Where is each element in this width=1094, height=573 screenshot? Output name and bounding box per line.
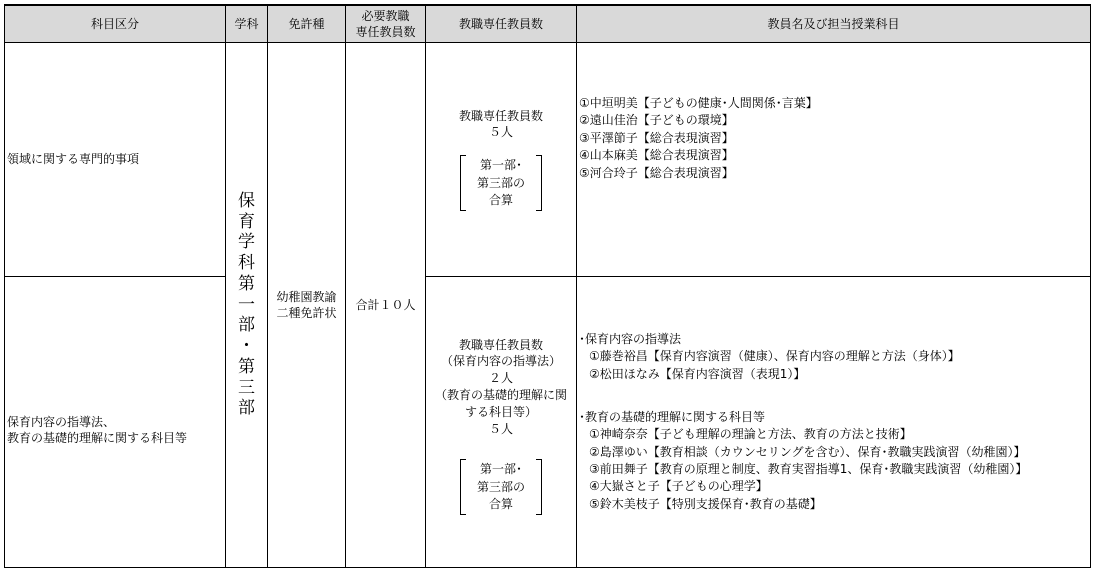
license-line1: 幼稚園教諭 — [276, 289, 337, 304]
row1-count-cell — [426, 43, 577, 277]
row2-category — [5, 277, 226, 568]
faculty-table — [4, 4, 1091, 568]
bracket-line: 第三部の — [476, 479, 525, 494]
department-vertical-text — [237, 191, 257, 419]
department-char: 学 — [238, 232, 255, 253]
row2-count-line: ５人 — [488, 421, 513, 436]
department-char: 一 — [238, 294, 255, 315]
section-title: ･保育内容の指導法 — [579, 331, 682, 346]
department-char: 三 — [238, 377, 255, 398]
department-char: ・ — [238, 336, 255, 357]
header-faculty-subjects: 教員名及び担当授業科目 — [577, 5, 1091, 43]
department-char: 第 — [238, 356, 255, 377]
department-char: 部 — [238, 398, 255, 419]
row1-category — [5, 43, 226, 277]
list-item: ②松田ほなみ【保育内容演習（表現1）】 — [589, 366, 806, 381]
row2-count-cell — [426, 277, 577, 568]
list-item: ⑤河合玲子【総合表現演習】 — [579, 165, 734, 180]
table-row — [5, 43, 1091, 277]
department-cell — [226, 43, 268, 568]
list-item: ③平澤節子【総合表現演習】 — [579, 130, 734, 145]
row2-count-line: 教職専任教員数 — [458, 337, 543, 352]
row1-staff-list — [577, 95, 1090, 182]
row1-count-label: 教職専任教員数 — [458, 108, 543, 123]
header-required-line1: 必要教職 — [361, 8, 410, 23]
department-char: 保 — [238, 190, 255, 211]
department-char: 第 — [238, 273, 255, 294]
bracket-line: 第一部･ — [479, 462, 522, 477]
row2-count-line: （教育の基礎的理解に関 — [434, 387, 567, 402]
list-item: ②島澤ゆい【教育相談（カウンセリングを含む）、保育･教職実践演習（幼稚園）】 — [589, 444, 1026, 459]
required-total-cell — [346, 43, 426, 568]
bracket-line: 合算 — [488, 497, 513, 512]
list-item: ①藤巻裕昌【保育内容演習（健康）、保育内容の理解と方法（身体）】 — [589, 349, 960, 364]
bracket-line: 合算 — [488, 192, 513, 207]
list-item: ④山本麻美【総合表現演習】 — [579, 148, 734, 163]
department-char: 部 — [238, 315, 255, 336]
row2-staff-cell — [577, 277, 1091, 568]
list-item: ①神崎奈奈【子ども理解の理論と方法、教育の方法と技術】 — [589, 427, 912, 442]
section-title: ･教育の基礎的理解に関する科目等 — [579, 409, 766, 424]
header-license-type: 免許種 — [268, 5, 346, 43]
row2-staff-list — [577, 331, 1090, 514]
license-cell — [268, 43, 346, 568]
row1-staff-cell — [577, 43, 1091, 277]
row2-bracket-note — [460, 459, 542, 515]
license-line2: 二種免許状 — [276, 306, 337, 320]
header-required-count — [346, 5, 426, 43]
list-item: ⑤鈴木美枝子【特別支援保育･教育の基礎】 — [589, 496, 822, 511]
header-required-line2: 専任教員数 — [355, 25, 416, 39]
header-fulltime-count: 教職専任教員数 — [426, 5, 577, 43]
row2-count-line: （保育内容の指導法） — [440, 354, 561, 369]
row2-category-line1: 保育内容の指導法、 — [7, 414, 116, 429]
list-item: ③前田舞子【教育の原理と制度、教育実習指導1、保育･教職実践演習（幼稚園）】 — [589, 462, 1028, 477]
department-char: 科 — [238, 253, 255, 274]
list-item: ②遠山佳治【子どもの環境】 — [579, 113, 734, 128]
bracket-line: 第三部の — [476, 175, 525, 190]
row2-count-line: ２人 — [488, 371, 513, 386]
list-item: ①中垣明美【子どもの健康･人間関係･言葉】 — [579, 96, 818, 111]
header-department: 学科 — [226, 5, 268, 43]
required-total: 合計１０人 — [355, 297, 416, 312]
row1-category-text: 領域に関する専門的事項 — [7, 152, 140, 167]
bracket-line: 第一部･ — [479, 158, 522, 173]
row2-category-line2: 教育の基礎的理解に関する科目等 — [7, 431, 188, 445]
row2-count-line: する科目等） — [464, 404, 537, 419]
header-row — [5, 5, 1091, 43]
department-char: 育 — [238, 211, 255, 232]
header-subject-category: 科目区分 — [5, 5, 226, 43]
row1-count-value: ５人 — [488, 125, 513, 140]
row1-bracket-note — [460, 155, 542, 211]
list-item: ④大嶽さと子【子どもの心理学】 — [589, 479, 768, 494]
table-row — [5, 277, 1091, 568]
